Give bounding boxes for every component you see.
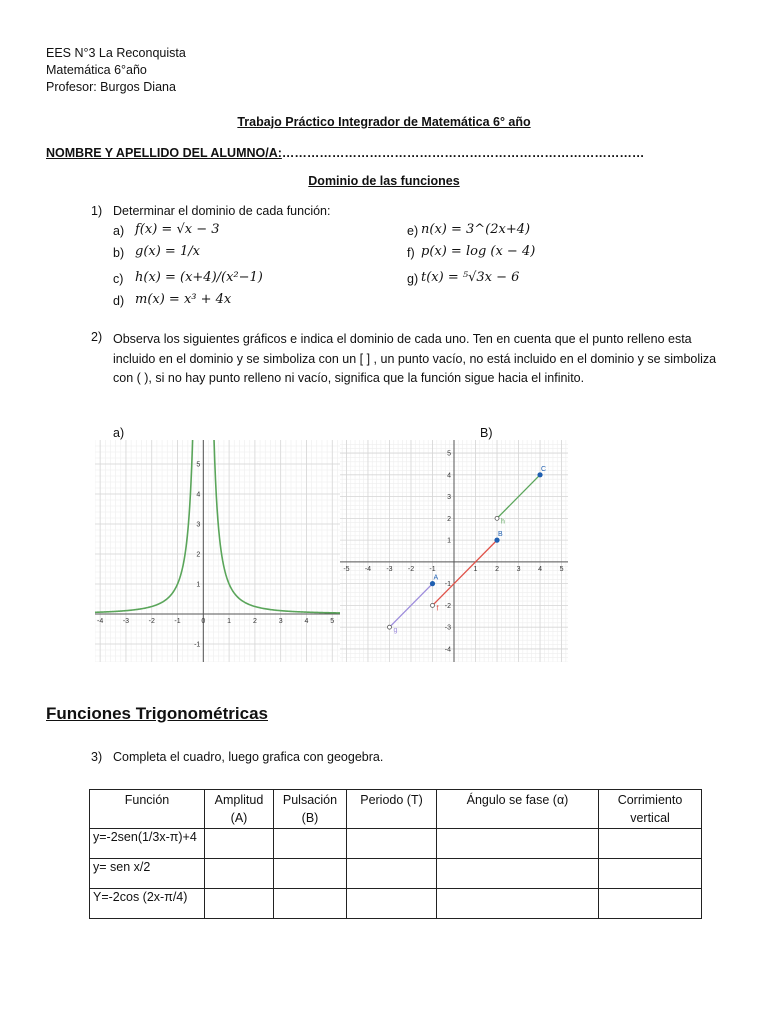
table-row (90, 889, 702, 919)
header-cell: Periodo (T) (347, 790, 437, 829)
segment-start-label: h (501, 518, 505, 526)
y-tick-label: 1 (447, 537, 451, 545)
open-point (387, 625, 391, 629)
x-tick-label: 4 (304, 618, 309, 625)
filled-point (494, 538, 499, 543)
answer-cell[interactable] (205, 859, 274, 889)
teacher-line: Profesor: Burgos Diana (46, 80, 176, 94)
table-row (90, 829, 702, 859)
section-title-domain: Dominio de las funciones (308, 174, 460, 188)
q1-number: 1) (91, 204, 103, 218)
answer-cell[interactable] (599, 889, 702, 919)
y-tick-label: 3 (196, 521, 201, 529)
answer-cell[interactable] (437, 829, 599, 859)
q2-number: 2) (91, 330, 103, 344)
y-tick-label: 4 (447, 472, 451, 480)
x-tick-label: 3 (278, 618, 283, 625)
q2-text: Observa los siguientes gráficos e indica el dominio de cada uno. Ten en cuenta que el punto relleno esta incluido en el dominio y se simboliza con un [ ] , un punto vacío, no está incluido en el dominio y se simboliza con ( ), si no hay punto relleno ni vacío, significa que la función sigue hacia el infinito. (113, 332, 717, 385)
answer-cell[interactable] (599, 859, 702, 889)
x-tick-label: 1 (227, 618, 232, 625)
q1-item-label: f) (407, 246, 415, 260)
answer-cell[interactable] (274, 859, 347, 889)
q3-number: 3) (91, 750, 103, 764)
point-label: C (541, 465, 547, 473)
header-cell: Amplitud (A) (205, 790, 274, 829)
student-name-line (46, 146, 644, 160)
header-cell: Pulsación (B) (274, 790, 347, 829)
function-cell: Y=-2cos (2x-π/4) (90, 889, 205, 919)
q1-expr-b: g(x) = 1/x (135, 244, 200, 259)
y-tick-label: -3 (444, 624, 451, 632)
header-cell: Corrimiento vertical (599, 790, 702, 829)
subject-line: Matemática 6°año (46, 63, 147, 77)
document-title: Trabajo Práctico Integrador de Matemática 6° año (237, 115, 531, 129)
q1-item-label: a) (113, 224, 125, 238)
q1-item-label: c) (113, 272, 124, 286)
answer-cell[interactable] (437, 889, 599, 919)
answer-cell[interactable] (205, 829, 274, 859)
q1-expr-c: h(x) = (x+4)/(x²−1) (135, 270, 263, 285)
q1-text: Determinar el dominio de cada función: (113, 204, 331, 218)
answer-cell[interactable] (274, 829, 347, 859)
y-tick-label: 2 (447, 515, 451, 523)
answer-cell[interactable] (347, 829, 437, 859)
q1-item-label: g) (407, 272, 419, 286)
q1-expr-d: m(x) = x³ + 4x (135, 292, 232, 307)
x-tick-label: -2 (148, 618, 155, 625)
q1-expr-g: t(x) = ⁵√3x − 6 (421, 270, 520, 285)
y-tick-label: 4 (196, 491, 201, 499)
x-tick-label: 1 (473, 565, 478, 573)
header-cell: Ángulo se fase (α) (437, 790, 599, 829)
point-label: A (433, 574, 439, 582)
y-tick-label: -2 (444, 602, 451, 610)
y-tick-label: 5 (447, 450, 451, 458)
segment-f (432, 537, 497, 605)
open-point (430, 603, 434, 607)
table-row (90, 859, 702, 889)
y-tick-label: -1 (444, 581, 451, 589)
function-cell: y= sen x/2 (90, 859, 205, 889)
y-tick-label: -1 (194, 641, 201, 649)
q1-expr-e: n(x) = 3^(2x+4) (421, 222, 531, 237)
segment-start-label: f (436, 605, 439, 613)
answer-cell[interactable] (347, 889, 437, 919)
x-tick-label: 4 (538, 565, 542, 573)
q3-text: Completa el cuadro, luego grafica con geogebra. (113, 750, 384, 764)
x-tick-label: -3 (122, 618, 130, 625)
filled-point (430, 581, 435, 586)
segment-start-label: g (393, 627, 398, 635)
x-tick-label: 2 (495, 565, 499, 573)
y-tick-label: 2 (196, 551, 201, 559)
answer-cell[interactable] (274, 889, 347, 919)
x-tick-label: -5 (343, 565, 350, 573)
q1-item-label: b) (113, 246, 125, 260)
answer-cell[interactable] (599, 829, 702, 859)
q1-item-label: e) (407, 224, 419, 238)
answer-cell[interactable] (347, 859, 437, 889)
x-tick-label: 3 (516, 565, 521, 573)
section-title-trig: Funciones Trigonométricas (46, 704, 268, 723)
x-tick-label: -1 (174, 618, 181, 625)
student-label: NOMBRE Y APELLIDO DEL ALUMNO/A: (46, 146, 282, 160)
open-point (495, 516, 499, 520)
point-label: B (498, 531, 503, 539)
q1-item-label: d) (113, 294, 125, 308)
x-tick-label: 0 (201, 618, 206, 625)
trig-table (89, 789, 702, 919)
answer-cell[interactable] (437, 859, 599, 889)
graph-a-label: a) (113, 426, 125, 440)
x-tick-label: 5 (330, 618, 335, 625)
answer-cell[interactable] (205, 889, 274, 919)
graph-a (95, 440, 340, 662)
x-tick-label: 5 (559, 565, 564, 573)
curve-left-branch (95, 440, 194, 612)
school-name: EES N°3 La Reconquista (46, 46, 186, 60)
x-tick-label: -1 (429, 565, 436, 573)
x-tick-label: -2 (407, 565, 415, 573)
function-cell: y=-2sen(1/3x-π)+4 (90, 829, 205, 859)
header-cell: Función (90, 790, 205, 829)
x-tick-label: -4 (364, 565, 372, 573)
graph-b-label: B) (480, 426, 493, 440)
y-tick-label: -4 (444, 646, 451, 654)
student-dots: …………………………………………………………………………… (281, 146, 645, 160)
table-header-row (90, 790, 702, 829)
curve-right-branch (213, 440, 340, 613)
q1-expr-a: f(x) = √x − 3 (135, 222, 220, 237)
x-tick-label: -4 (97, 618, 104, 625)
y-tick-label: 3 (447, 494, 451, 502)
graph-b (340, 440, 568, 662)
x-tick-label: 2 (252, 618, 257, 625)
y-tick-label: 5 (196, 461, 201, 469)
y-tick-label: 1 (196, 581, 201, 589)
filled-point (537, 472, 542, 477)
q1-expr-f: p(x) = log (x − 4) (421, 244, 536, 259)
x-tick-label: -3 (386, 565, 393, 573)
